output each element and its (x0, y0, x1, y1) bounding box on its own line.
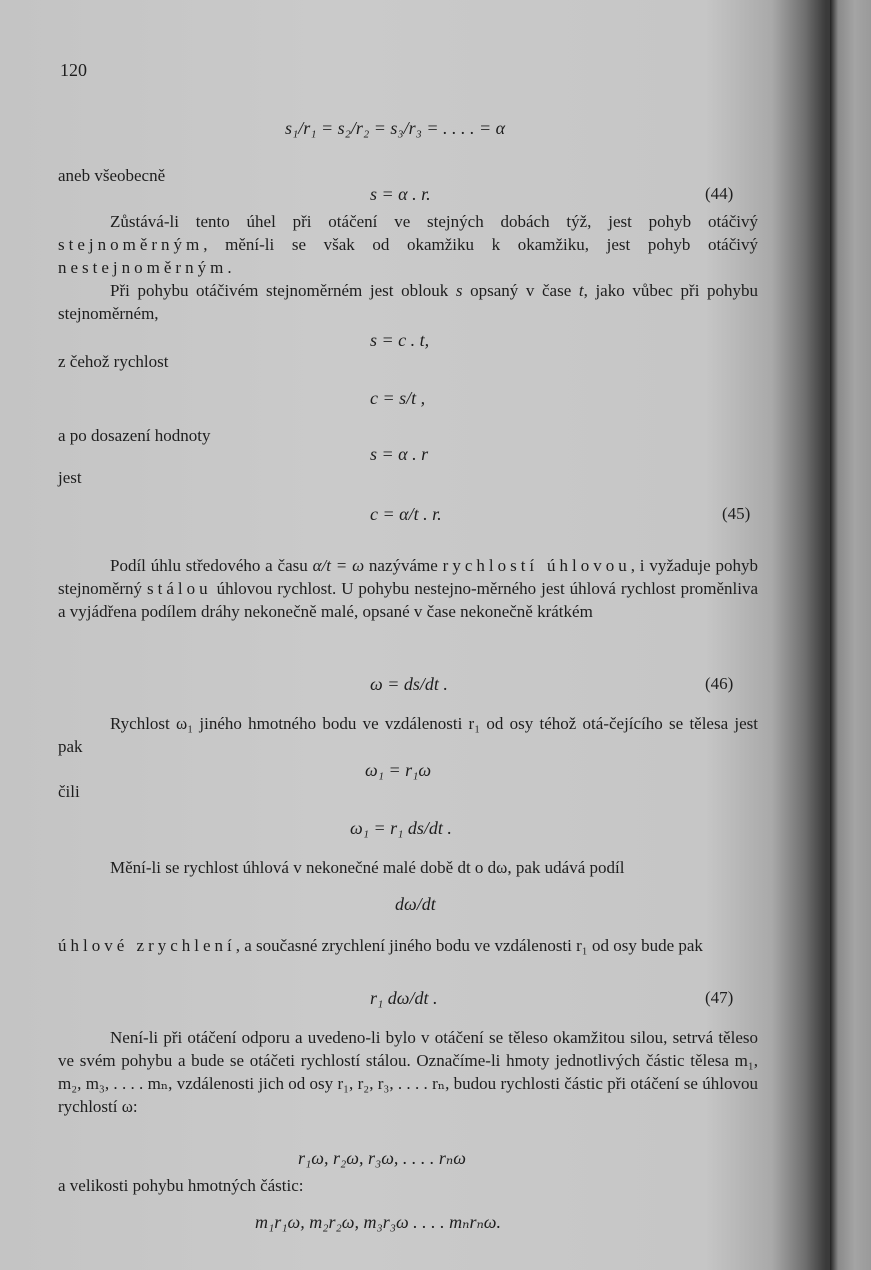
equation-47: r₁ dω/dt . (370, 988, 438, 1008)
equation-s-ct: s = c . t, (370, 330, 430, 350)
paragraph-point-velocity (58, 712, 758, 758)
book-gutter (830, 0, 871, 1270)
text-z-cehoz: z čehož rychlost (58, 352, 169, 371)
text-cili: čili (58, 782, 80, 801)
para-text: nazýváme (368, 556, 438, 575)
paragraph-angular-change (58, 856, 758, 879)
para-text: i vyžaduje pohyb stejnoměrný (58, 556, 759, 598)
para-text: opsaný v čase (470, 281, 572, 300)
equation-44: s = α . r. (370, 184, 431, 204)
equation-c: c = s/t , (370, 388, 426, 408)
equation-omega1-ds: ω₁ = r₁ ds/dt . (350, 818, 452, 838)
para-text: . (227, 258, 232, 277)
equation-number-46: (46) (705, 674, 734, 693)
equation-momenta: m₁r₁ω, m₂r₂ω, m₃r₃ω . . . . mₙrₙω. (255, 1212, 501, 1232)
emphasis-term: stejnoměrným (58, 235, 204, 254)
para-text: Zůstává-li tento úhel při otáčení ve stejných dobách týž, jest pohyb otáčivý (110, 212, 758, 231)
inline-equation: α/t = ω (312, 556, 365, 575)
para-text: , a současné zrychlení jiného bodu ve vzdálenosti r₁ od osy bude pak (235, 936, 703, 955)
equation-omega1: ω₁ = r₁ω (365, 760, 432, 780)
para-text: úhlovou rychlost. U pohybu nestejno-měrného jest úhlová rychlost proměnliva a vyjádřena podílem dráhy nekonečně malé, opsané v čase nekonečně krátkém (58, 579, 759, 621)
emphasis-term: rychlostí úhlovou (442, 556, 631, 575)
paragraph-angular-acceleration (58, 934, 758, 957)
paragraph-constant-rotation (58, 1026, 758, 1118)
text-jest: jest (58, 468, 82, 487)
para-text: Podíl úhlu středového a času (110, 556, 308, 575)
emphasis-term: úhlové zrychlení (58, 936, 236, 955)
emphasis-term: nestejnoměrným (58, 258, 228, 277)
equation-velocities: r₁ω, r₂ω, r₃ω, . . . . rₙω (298, 1148, 466, 1168)
para-text: , mění-li se však od okamžiku k okamžiku, jest pohyb otáčivý (203, 235, 758, 254)
symbol-t: t (578, 281, 584, 300)
equation-number-45: (45) (722, 504, 751, 523)
text-a-po: a po dosazení hodnoty (58, 426, 211, 445)
equation-46: ω = ds/dt . (370, 674, 448, 694)
para-text: , (630, 556, 635, 575)
paragraph-uniform-rotation (58, 210, 758, 325)
emphasis-term: stálou (147, 579, 212, 598)
symbol-s: s (455, 281, 463, 300)
paragraph-angular-velocity (58, 554, 758, 623)
para-text: Mění-li se rychlost úhlová v nekonečné malé době dt o dω, pak udává podíl (110, 858, 625, 877)
para-text: Není-li při otáčení odporu a uvedeno-li bylo v otáčení se těleso okamžitou silou, setrvá těleso ve svém pohybu a bude se otáčeti rychlostí stálou. Označíme-li hmoty jednotlivých částic tělesa m₁, m₂, m₃, . . . . mₙ, vzdálenosti jich od osy r₁, r₂, r₃, . . . . rₙ, budou rychlosti částic při otáčení se úhlovou rychlostí ω: (58, 1028, 758, 1116)
para-text: , jako vůbec při pohybu stejnoměrném, (58, 281, 759, 323)
text-aneb: aneb všeobecně (58, 166, 166, 185)
equation-s-ar: s = α . r (370, 444, 429, 464)
page-number: 120 (60, 60, 87, 80)
equation-dw-dt: dω/dt (395, 894, 436, 914)
equation-number-47: (47) (705, 988, 734, 1007)
para-text: Při pohybu otáčivém stejnoměrném jest oblouk (110, 281, 449, 300)
equation-45: c = α/t . r. (370, 504, 442, 524)
equation-number-44: (44) (705, 184, 734, 203)
text-velikosti: a velikosti pohybu hmotných částic: (58, 1176, 304, 1195)
equation-ratio: s₁/r₁ = s₂/r₂ = s₃/r₃ = . . . . = α (285, 118, 506, 138)
para-text: Rychlost ω₁ jiného hmotného bodu ve vzdálenosti r₁ od osy téhož otá-čejícího se tělesa jest pak (58, 714, 758, 756)
